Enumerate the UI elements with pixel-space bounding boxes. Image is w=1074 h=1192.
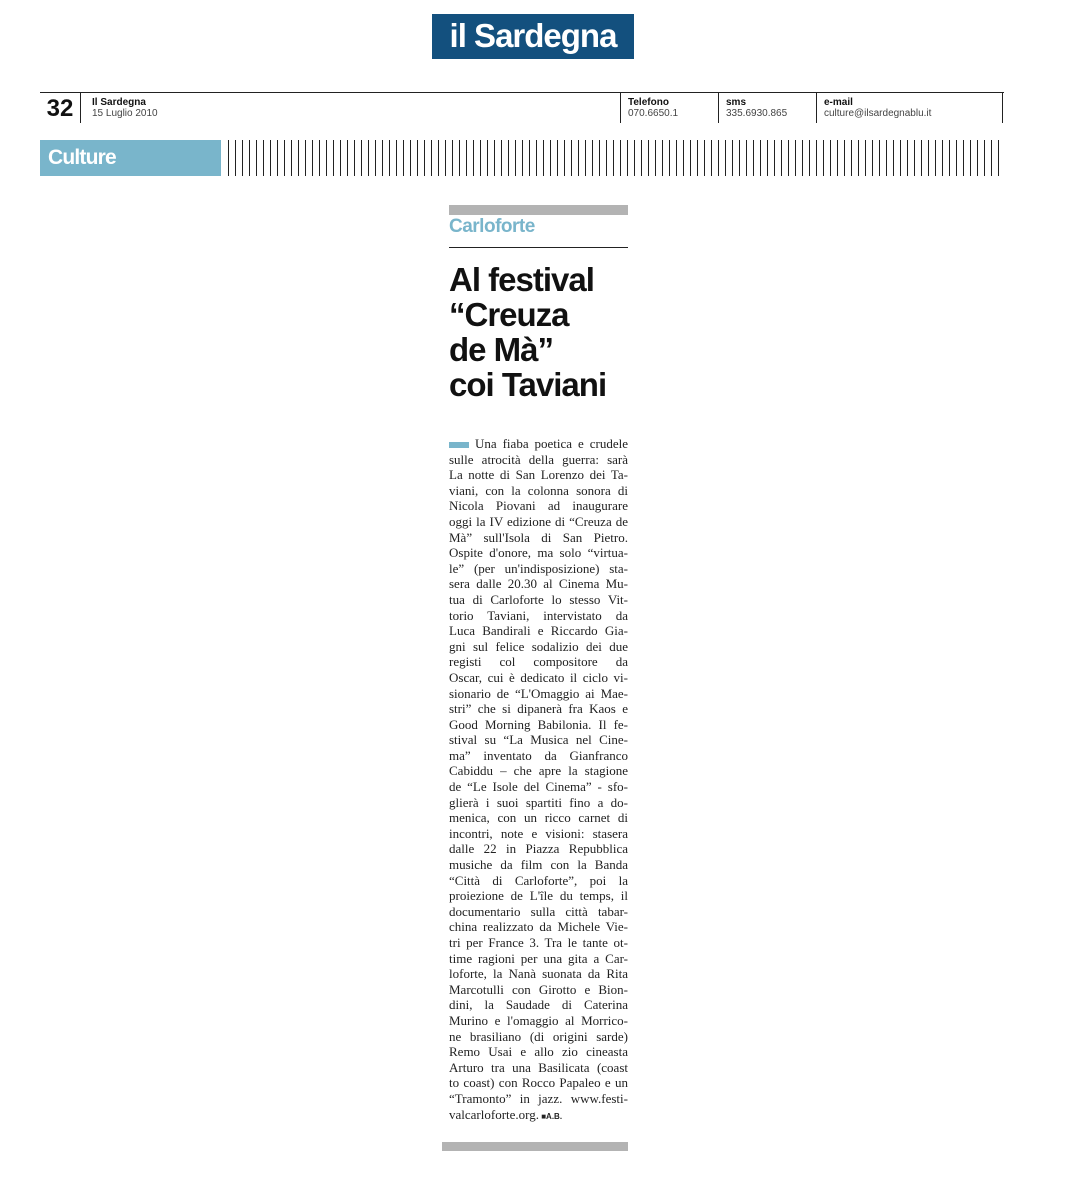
body-line-text: tua di Carloforte lo stesso Vit- — [449, 591, 628, 607]
headline-line: coi Taviani — [449, 366, 607, 403]
headline-line: Al festival — [449, 261, 594, 298]
body-line — [449, 857, 628, 873]
article-bottom-rule — [442, 1142, 628, 1151]
section-stripe-band — [228, 140, 1004, 176]
body-line-text: menica, con un ricco carnet di — [449, 810, 628, 826]
article-headline — [449, 262, 639, 402]
body-line — [449, 1075, 628, 1091]
section-label — [40, 140, 221, 176]
body-line — [449, 966, 628, 982]
body-line — [449, 732, 628, 748]
body-line-text: torio Taviani, intervistato da — [449, 607, 628, 623]
body-line-text: tri per France 3. Tra le tante ot- — [449, 935, 628, 950]
body-line-text: incontri, note e visioni: stasera — [449, 825, 628, 841]
body-line-text: le” (per un'indisposizione) sta- — [449, 560, 628, 576]
body-line — [449, 748, 628, 764]
email-label: e-mail — [824, 97, 853, 108]
header-divider — [816, 93, 817, 123]
body-line — [449, 452, 628, 468]
body-line-text: registi col compositore da — [449, 654, 628, 670]
paper-info — [92, 97, 158, 119]
author-signature: ■A.B. — [539, 1111, 563, 1121]
body-line-text: Good Morning Babilonia. Il fe- — [449, 716, 628, 732]
body-line-text: glierà i suoi spartiti fino a do- — [449, 794, 628, 810]
body-line — [449, 686, 628, 702]
body-line-text: sulle atrocità della guerra: sarà — [449, 451, 628, 467]
body-line-text: oggi la IV edizione di “Creuza de — [449, 513, 628, 529]
body-line-text: sera dalle 20.30 al Cinema Mu- — [449, 576, 628, 592]
body-line — [449, 1060, 628, 1076]
body-line — [449, 639, 628, 655]
body-line — [449, 670, 628, 686]
body-line — [449, 1107, 628, 1123]
body-line — [449, 951, 628, 967]
paper-name: Il Sardegna — [92, 97, 146, 108]
body-line — [449, 514, 628, 530]
section-name: Culture — [48, 146, 116, 169]
phone-value: 070.6650.1 — [628, 108, 679, 119]
body-line-text: loforte, la Nanà suonata da Rita — [449, 966, 628, 982]
body-line — [449, 623, 628, 639]
body-line — [449, 873, 628, 889]
body-line — [449, 530, 628, 546]
page-header-bar — [40, 92, 1004, 123]
body-line — [449, 561, 628, 577]
article-top-rule — [449, 205, 628, 215]
body-line-text: sionario de “L'Omaggio ai Mae- — [449, 685, 628, 701]
body-line-text: “Città di Carloforte”, poi la — [449, 872, 628, 888]
body-line-text: Ospite d'onore, ma solo “virtua- — [449, 545, 628, 561]
body-line — [449, 763, 628, 779]
body-line — [449, 841, 628, 857]
body-line-text: de “Le Isole del Cinema” - sfo- — [449, 779, 628, 795]
body-line-text: Mà” sull'Isola di San Pietro. — [449, 529, 628, 545]
body-line — [449, 935, 628, 951]
body-line-text: “Tramonto” in jazz. www.festi- — [449, 1090, 628, 1106]
body-line — [449, 717, 628, 733]
body-line-text: valcarloforte.org. — [449, 1106, 539, 1122]
body-line — [449, 1029, 628, 1045]
body-line — [449, 826, 628, 842]
body-line — [449, 498, 628, 514]
body-line-text: Cabiddu – che apre la stagione — [449, 763, 628, 779]
article-body — [449, 436, 628, 1122]
body-line-text: Arturo tra una Basilicata (coast — [449, 1059, 628, 1075]
body-line — [449, 1091, 628, 1107]
header-divider — [620, 93, 621, 123]
body-line — [449, 467, 628, 483]
kicker-underline — [449, 247, 628, 248]
body-line-text: stival su “La Musica nel Cine- — [449, 732, 628, 748]
article-kicker: Carloforte — [449, 216, 535, 237]
headline-line: de Mà” — [449, 331, 554, 368]
body-line-text: stri” che si dipanerà fra Kaos e — [449, 701, 628, 717]
body-line-text: viani, con la colonna sonora di — [449, 482, 628, 498]
headline-line: “Creuza — [449, 296, 569, 333]
body-line-text: gni sul felice sodalizio dei due — [449, 638, 628, 654]
body-line — [449, 545, 628, 561]
body-line — [449, 701, 628, 717]
body-line-text: dini, la Saudade di Caterina — [449, 997, 628, 1013]
body-line-text: musiche da film con la Banda — [449, 857, 628, 873]
body-line-text: ne brasiliano (di origini sarde) — [449, 1028, 628, 1044]
body-line — [449, 436, 628, 452]
body-line — [449, 810, 628, 826]
body-line-text: Murino e l'omaggio al Morrico- — [449, 1012, 628, 1028]
body-line — [449, 1044, 628, 1060]
phone-label: Telefono — [628, 97, 669, 108]
body-line — [449, 592, 628, 608]
body-line-text: Remo Usai e allo zio cineasta — [449, 1044, 628, 1060]
body-line — [449, 888, 628, 904]
masthead-logo: il Sardegna — [432, 14, 634, 59]
page-number: 32 — [40, 93, 81, 123]
body-line-text: to coast) con Rocco Papaleo e un — [449, 1075, 628, 1091]
header-divider — [1002, 93, 1003, 123]
body-line — [449, 997, 628, 1013]
body-line-text: Una fiaba poetica e crudele — [475, 436, 628, 451]
body-line-text: ma” inventato da Gianfranco — [449, 747, 628, 763]
body-line — [449, 795, 628, 811]
header-divider — [718, 93, 719, 123]
body-line — [449, 576, 628, 592]
body-line-text: La notte di San Lorenzo dei Ta- — [449, 467, 628, 483]
body-line-text: Nicola Piovani ad inaugurare — [449, 498, 628, 514]
body-line-text: Marcotulli con Girotto e Bion- — [449, 981, 628, 997]
body-line — [449, 982, 628, 998]
body-line-text: documentario sulla città tabar- — [449, 903, 628, 919]
body-line-text: Luca Bandirali e Riccardo Gia- — [449, 623, 628, 639]
body-line — [449, 483, 628, 499]
sms-info — [726, 97, 787, 119]
sms-label: sms — [726, 97, 747, 108]
phone-info — [628, 97, 678, 119]
issue-date: 15 Luglio 2010 — [92, 108, 158, 119]
body-line — [449, 608, 628, 624]
email-info — [824, 97, 931, 119]
body-line-text: proiezione de L'île du temps, il — [449, 888, 628, 904]
body-line-text: Oscar, cui è dedicato il ciclo vi- — [449, 669, 628, 685]
body-line-text: dalle 22 in Piazza Repubblica — [449, 841, 628, 857]
body-line-text: time ragioni per una gita a Car- — [449, 950, 628, 966]
body-line-text: china realizzato da Michele Vie- — [449, 919, 628, 935]
body-line — [449, 654, 628, 670]
body-line — [449, 779, 628, 795]
body-line — [449, 904, 628, 920]
lead-bullet-icon — [449, 442, 469, 448]
body-line — [449, 919, 628, 935]
sms-value: 335.6930.865 — [726, 108, 788, 119]
email-value: culture@ilsardegnablu.it — [824, 108, 932, 119]
body-line — [449, 1013, 628, 1029]
